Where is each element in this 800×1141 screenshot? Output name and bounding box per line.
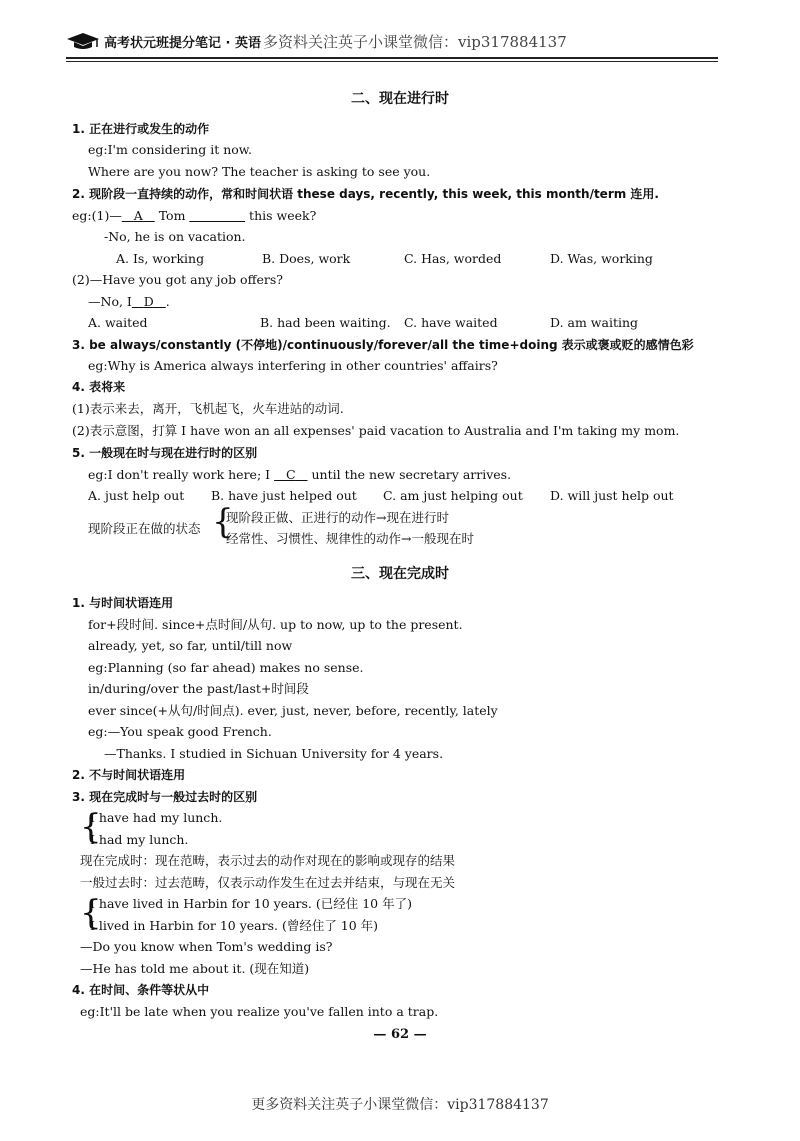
body-line: —He has told me about it. (现在知道) (80, 961, 310, 976)
heading-2: 2. 不与时间状语连用 (72, 768, 186, 782)
heading-3 (72, 337, 694, 353)
page-header (66, 28, 567, 54)
answer-blank (132, 294, 166, 309)
body-line: —Do you know when Tom's wedding is? (80, 939, 333, 954)
question-3 (88, 467, 511, 483)
brace: { (212, 502, 234, 542)
heading-3: 3. 现在完成时与一般过去时的区别 (72, 790, 258, 804)
body-line: (2)表示意图，打算 I have won an all expenses' paid vacation to Australia and I'm taking my mom. (72, 423, 680, 438)
question-2: (2)—Have you got any job offers? (72, 272, 283, 287)
blank (189, 208, 245, 223)
reply-line (88, 294, 170, 310)
answer: A (133, 208, 143, 223)
answer: D (143, 294, 154, 309)
header-rule (66, 57, 718, 59)
option-a: A. Is, working (116, 251, 205, 266)
option-d: D. will just help out (550, 488, 674, 503)
reply-end: . (165, 294, 170, 309)
comparison-line: 现阶段正做、正进行的动作→现在进行时 (226, 510, 449, 525)
answer: C (286, 467, 296, 482)
section-title-present-perfect: 三、现在完成时 (351, 566, 449, 582)
option-a: A. just help out (88, 488, 185, 503)
header-watermark: 多资料关注英子小课堂微信：vip317884137 (263, 32, 567, 51)
body-line: I had my lunch. (90, 832, 189, 847)
header-rule-thin (66, 61, 718, 62)
option-d: D. Was, working (550, 251, 653, 266)
option-c: C. have waited (404, 315, 498, 330)
heading-4: 4. 表将来 (72, 380, 126, 394)
series-title: 高考状元班提分笔记 · 英语 (104, 35, 261, 51)
body-line: I have lived in Harbin for 10 years. (已经住 10 年了) (90, 896, 412, 911)
body-line: for+段时间. since+点时间/从句. up to now, up to the present. (88, 617, 463, 632)
option-b: B. have just helped out (211, 488, 357, 503)
heading-4: 4. 在时间、条件等状从中 (72, 983, 210, 997)
body-line: eg:It'll be late when you realize you've fallen into a trap. (80, 1004, 439, 1019)
option-b: B. had been waiting. (260, 315, 391, 330)
body-line: 现在完成时：现在范畴，表示过去的动作对现在的影响或现存的结果 (80, 853, 456, 868)
answer-blank (122, 208, 155, 223)
option-a: A. waited (88, 315, 148, 330)
heading-1: 1. 与时间状语连用 (72, 596, 174, 610)
reply-prefix: —No, I (88, 294, 132, 309)
question-1-tail: this week? (249, 208, 317, 223)
example-line: eg:Why is America always interfering in other countries' affairs? (88, 358, 498, 373)
comparison-line: 经常性、习惯性、规律性的动作→一般现在时 (226, 531, 474, 546)
heading-3-a: 3. be always/constantly (不停地)/continuously/forever/all the time+doing (72, 338, 558, 352)
option-b: B. Does, work (262, 251, 351, 266)
question-1-prefix: eg:(1)— (72, 208, 122, 223)
reply-line: -No, he is on vacation. (104, 229, 246, 244)
graduation-cap-icon (66, 32, 100, 50)
option-c: C. Has, worded (404, 251, 502, 266)
answer-blank (274, 467, 307, 482)
page-number: — 62 — (373, 1027, 427, 1042)
body-line: eg:Planning (so far ahead) makes no sense. (88, 660, 364, 675)
footer-watermark: 更多资料关注英子小课堂微信：vip317884137 (251, 1097, 549, 1113)
body-line: already, yet, so far, until/till now (88, 638, 293, 653)
option-c: C. am just helping out (383, 488, 523, 503)
brace: { (80, 893, 102, 933)
comparison-label: 现阶段正在做的状态 (88, 521, 201, 536)
heading-3-b: 表示或褒或贬的感情色彩 (561, 338, 694, 352)
body-line: I lived in Harbin for 10 years. (曾经住了 10 年) (90, 918, 379, 933)
body-line: (1)表示来去，离开，飞机起飞，火车进站的动词. (72, 401, 344, 416)
body-line: in/during/over the past/last+时间段 (88, 681, 309, 696)
body-line: ever since(+从句/时间点). ever, just, never, before, recently, lately (88, 703, 498, 718)
example-line: Where are you now? The teacher is asking to see you. (88, 164, 431, 179)
example-line: eg:I'm considering it now. (88, 142, 252, 157)
question-1-subject: Tom (158, 208, 186, 223)
body-line: eg:—You speak good French. (88, 724, 272, 739)
body-line: —Thanks. I studied in Sichuan University for 4 years. (104, 746, 444, 761)
section-title-present-progressive: 二、现在进行时 (351, 91, 449, 107)
heading-5: 5. 一般现在时与现在进行时的区别 (72, 446, 258, 460)
heading-2: 2. 现阶段一直持续的动作，常和时间状语 these days, recently, this week, this month/term 连用. (72, 187, 659, 201)
question-1 (72, 208, 316, 224)
heading-1: 1. 正在进行或发生的动作 (72, 122, 210, 136)
brace: { (80, 807, 102, 847)
body-line: I have had my lunch. (90, 810, 223, 825)
question-3-prefix: eg:I don't really work here; I (88, 467, 271, 482)
option-d: D. am waiting (550, 315, 639, 330)
body-line: 一般过去时：过去范畴，仅表示动作发生在过去并结束，与现在无关 (80, 875, 456, 890)
question-3-tail: until the new secretary arrives. (311, 467, 512, 482)
